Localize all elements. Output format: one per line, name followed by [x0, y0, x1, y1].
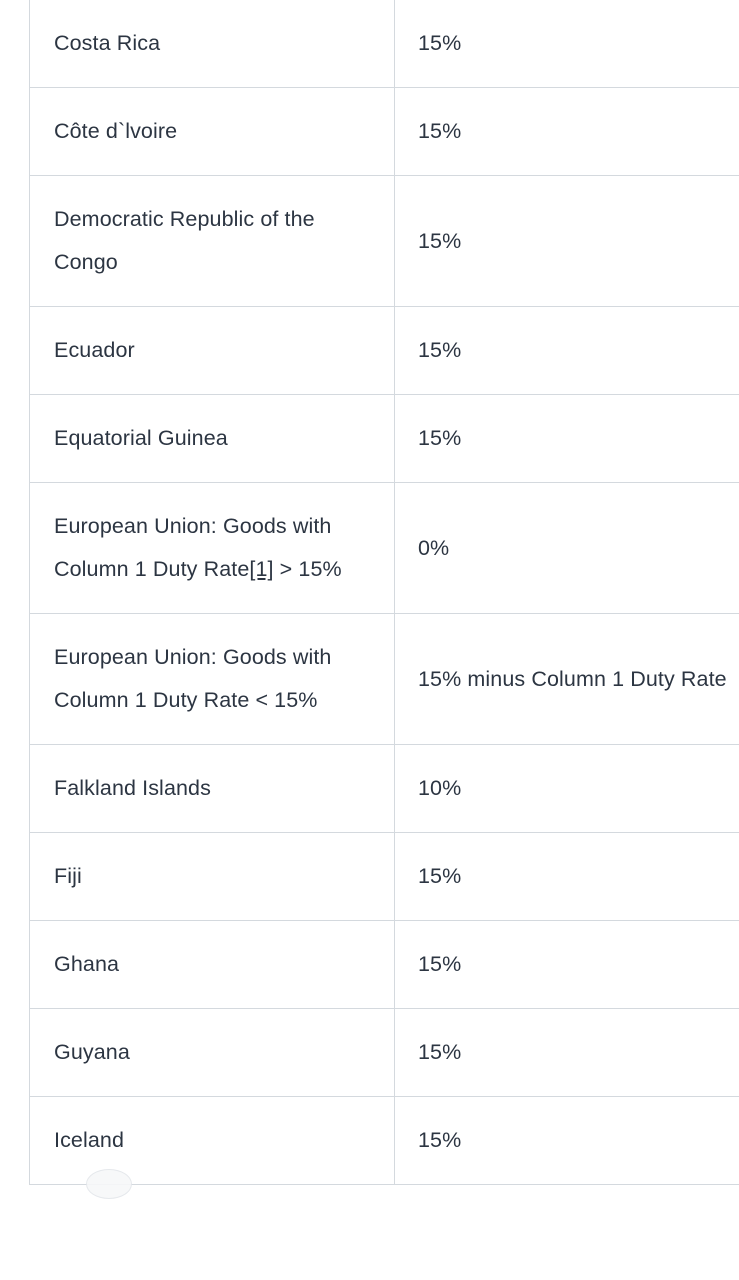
country-cell: [30, 745, 395, 833]
rate-label: 15%: [418, 228, 462, 253]
rate-cell: [395, 745, 739, 833]
country-cell: [30, 1009, 395, 1097]
table-row: [30, 1009, 739, 1097]
scroll-affordance[interactable]: [86, 1169, 132, 1199]
rate-cell: [395, 307, 739, 395]
country-label: Democratic Republic of the Congo: [54, 207, 315, 274]
country-label-suffix: > 15%: [273, 557, 342, 581]
rate-label: 15%: [418, 338, 462, 362]
rate-cell: [395, 614, 739, 745]
rate-label: 15%: [418, 952, 462, 976]
table-row: [30, 833, 739, 921]
country-cell: [30, 395, 395, 483]
rate-cell: [395, 88, 739, 176]
rate-label: 15%: [418, 31, 462, 55]
rate-cell: [395, 395, 739, 483]
rate-label: 15%: [418, 426, 462, 450]
country-label: Equatorial Guinea: [54, 426, 228, 450]
rate-cell: [395, 833, 739, 921]
rate-label: 15%: [418, 1040, 462, 1064]
table-row: [30, 1097, 739, 1185]
rate-label: 0%: [418, 535, 450, 560]
country-label: Côte d`lvoire: [54, 119, 178, 143]
rate-cell: [395, 1009, 739, 1097]
rate-label: 15% minus Column 1 Duty Rate: [418, 666, 727, 691]
table-row: [30, 483, 739, 614]
country-cell: [30, 176, 395, 307]
country-label-with-footnote: [54, 483, 394, 613]
country-cell: [30, 1097, 395, 1185]
tariff-rate-table: [29, 0, 739, 1185]
rate-label: 15%: [418, 119, 462, 143]
table-row: [30, 0, 739, 88]
rate-cell: [395, 176, 739, 307]
rate-cell: [395, 921, 739, 1009]
table-row: [30, 88, 739, 176]
country-cell: [30, 921, 395, 1009]
table-row: [30, 395, 739, 483]
rate-label: 15%: [418, 864, 462, 888]
footnote-link[interactable]: [1]: [249, 557, 274, 581]
rate-label: 10%: [418, 776, 462, 800]
country-label: Iceland: [54, 1128, 125, 1152]
tariff-table-container: [29, 0, 727, 1185]
table-row: [30, 745, 739, 833]
rate-cell: [395, 0, 739, 88]
rate-label: 15%: [418, 1128, 462, 1152]
table-row: [30, 176, 739, 307]
rate-cell: [395, 1097, 739, 1185]
country-label: Ecuador: [54, 338, 135, 362]
country-label: Ghana: [54, 952, 120, 976]
country-label: European Union: Goods with Column 1 Duty Rate < 15%: [54, 645, 332, 712]
table-row: [30, 307, 739, 395]
country-cell: [30, 0, 395, 88]
country-label: Fiji: [54, 864, 82, 888]
country-cell: [30, 614, 395, 745]
rate-cell: [395, 483, 739, 614]
country-label: Costa Rica: [54, 31, 161, 55]
country-label: Falkland Islands: [54, 776, 211, 800]
country-label-text: European Union: Goods with Column 1 Duty Rate: [54, 514, 332, 581]
country-cell: [30, 483, 395, 614]
country-cell: [30, 307, 395, 395]
table-row: [30, 921, 739, 1009]
country-cell: [30, 88, 395, 176]
table-row: [30, 614, 739, 745]
country-cell: [30, 833, 395, 921]
country-label: Guyana: [54, 1040, 130, 1064]
